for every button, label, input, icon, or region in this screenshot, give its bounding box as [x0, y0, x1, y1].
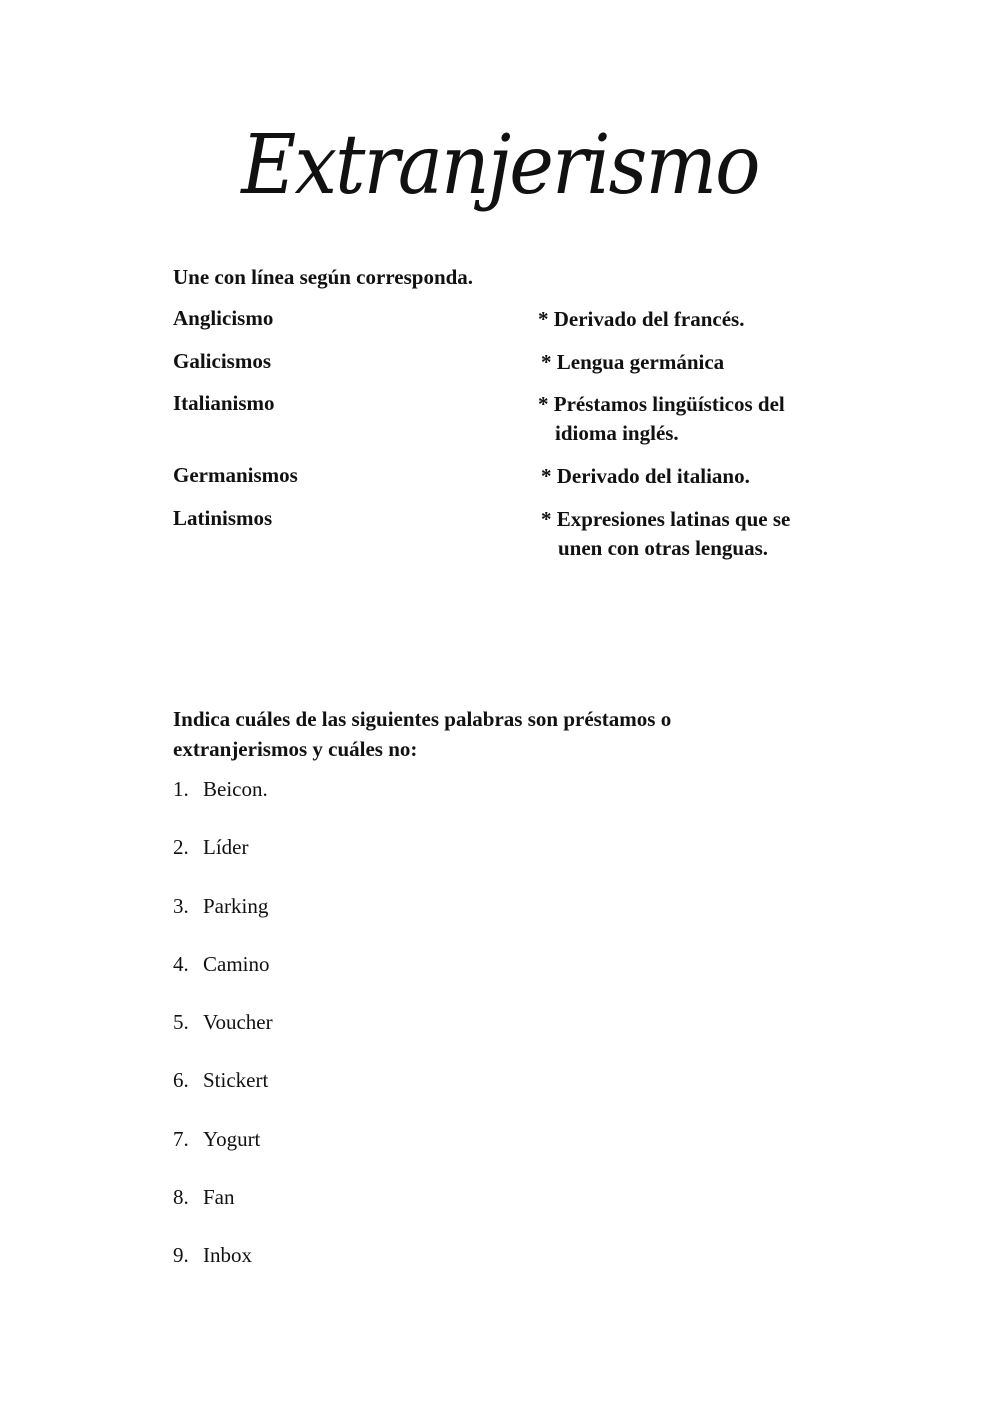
definition-line: * Lengua germánica — [541, 350, 725, 374]
word: Voucher — [203, 1010, 273, 1034]
definition-line: * Derivado del italiano. — [541, 464, 750, 488]
definition-line: * Préstamos lingüísticos del — [538, 392, 785, 416]
definition-line-continued: idioma inglés. — [555, 421, 679, 445]
instruction-line: Indica cuáles de las siguientes palabras son préstamos o — [173, 707, 672, 731]
list-item: 2. Líder — [173, 835, 249, 859]
word: Beicon. — [203, 777, 268, 801]
instruction-line: extranjerismos y cuáles no: — [173, 737, 418, 761]
term-anglicismo: Anglicismo — [173, 306, 274, 330]
list-item: 5. Voucher — [173, 1010, 273, 1034]
list-item: 4. Camino — [173, 952, 270, 976]
word: Camino — [203, 952, 270, 976]
definition-item — [541, 505, 790, 563]
definition-line: * Derivado del francés. — [538, 307, 745, 331]
term-latinismos: Latinismos — [173, 506, 273, 530]
definition-item — [538, 390, 785, 448]
list-item: 9. Inbox — [173, 1243, 252, 1267]
classification-instruction — [173, 704, 671, 764]
word: Fan — [203, 1185, 235, 1209]
term-italianismo: Italianismo — [173, 391, 275, 415]
word: Stickert — [203, 1068, 269, 1092]
term-galicismos: Galicismos — [173, 349, 271, 373]
definition-line-continued: unen con otras lenguas. — [558, 536, 769, 560]
list-item: 1. Beicon. — [173, 777, 268, 801]
list-item: 3. Parking — [173, 894, 269, 918]
list-item: 6. Stickert — [173, 1068, 269, 1092]
definition-item — [541, 348, 724, 377]
page-title: Extranjerismo — [241, 118, 759, 213]
word: Yogurt — [203, 1127, 261, 1151]
list-item: 7. Yogurt — [173, 1127, 261, 1151]
term-germanismos: Germanismos — [173, 463, 298, 487]
word: Parking — [203, 894, 269, 918]
definition-item — [541, 462, 750, 491]
word: Líder — [203, 835, 249, 859]
definition-item — [538, 305, 744, 334]
definition-line: * Expresiones latinas que se — [541, 507, 791, 531]
word: Inbox — [203, 1243, 252, 1267]
list-item: 8. Fan — [173, 1185, 235, 1209]
matching-instruction: Une con línea según corresponda. — [173, 265, 474, 289]
